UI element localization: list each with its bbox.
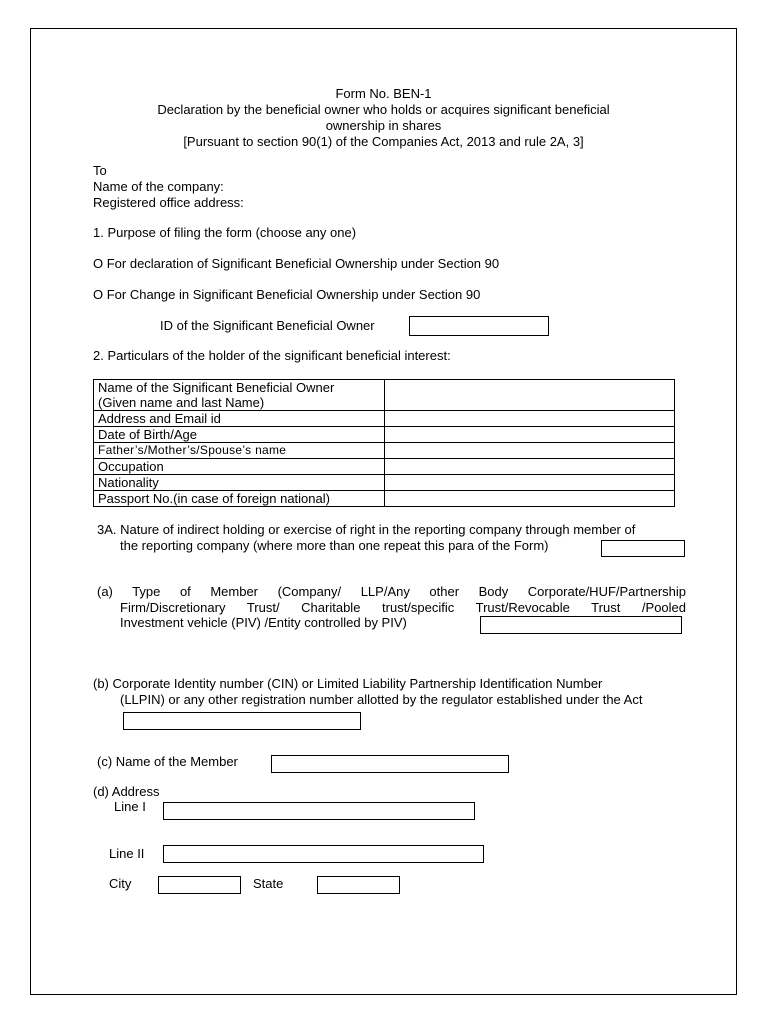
city-field[interactable] bbox=[158, 876, 241, 894]
sbo-id-field[interactable] bbox=[409, 316, 549, 336]
row-label-nationality: Nationality bbox=[94, 475, 385, 491]
row-label-dob: Date of Birth/Age bbox=[94, 427, 385, 443]
registration-number-field[interactable] bbox=[123, 712, 361, 730]
option-declaration[interactable]: O For declaration of Significant Beneficial Ownership under Section 90 bbox=[93, 256, 500, 271]
value-dob[interactable] bbox=[385, 427, 675, 443]
form-title-line-1: Declaration by the beneficial owner who holds or acquires significant beneficial bbox=[157, 102, 610, 117]
table-row bbox=[94, 427, 675, 443]
particulars-table bbox=[93, 379, 675, 507]
city-label: City bbox=[109, 876, 132, 891]
form-number: Form No. BEN-1 bbox=[335, 86, 432, 101]
value-name[interactable] bbox=[385, 380, 675, 411]
value-address-email[interactable] bbox=[385, 411, 675, 427]
part-d-label: (d) Address bbox=[93, 784, 160, 799]
part-b-line-1: (b) Corporate Identity number (CIN) or Limited Liability Partnership Identification Number bbox=[93, 676, 603, 691]
address-line-1-field[interactable] bbox=[163, 802, 475, 820]
option-change[interactable]: O For Change in Significant Beneficial Ownership under Section 90 bbox=[93, 287, 481, 302]
row-label-line: Name of the Significant Beneficial Owner bbox=[98, 380, 335, 395]
state-label: State bbox=[253, 876, 284, 891]
row-label-line: (Given name and last Name) bbox=[98, 395, 265, 410]
value-parent-spouse[interactable] bbox=[385, 443, 675, 459]
table-row bbox=[94, 380, 675, 411]
table-row bbox=[94, 475, 675, 491]
table-row bbox=[94, 443, 675, 459]
address-line-1-label: Line I bbox=[114, 799, 146, 814]
section-2-heading: 2. Particulars of the holder of the significant beneficial interest: bbox=[93, 348, 451, 363]
part-a-line-3: Investment vehicle (PIV) /Entity controlled by PIV) bbox=[120, 615, 407, 630]
section-3a-line-2: the reporting company (where more than one repeat this para of the Form) bbox=[120, 538, 549, 553]
row-label-name bbox=[94, 380, 385, 411]
state-field[interactable] bbox=[317, 876, 400, 894]
company-name-label: Name of the company: bbox=[93, 179, 224, 194]
row-label-passport: Passport No.(in case of foreign national) bbox=[94, 491, 385, 507]
table-row bbox=[94, 411, 675, 427]
row-label-parent-spouse: Father’s/Mother’s/Spouse’s name bbox=[94, 443, 385, 459]
form-title-line-2: ownership in shares bbox=[325, 118, 442, 133]
address-line-2-field[interactable] bbox=[163, 845, 484, 863]
value-passport[interactable] bbox=[385, 491, 675, 507]
member-name-field[interactable] bbox=[271, 755, 509, 773]
to-label: To bbox=[93, 163, 107, 178]
row-label-occupation: Occupation bbox=[94, 459, 385, 475]
section-3a-field[interactable] bbox=[601, 540, 685, 557]
value-nationality[interactable] bbox=[385, 475, 675, 491]
part-a-line-2: Firm/Discretionary Trust/ Charitable trust/specific Trust/Revocable Trust /Pooled bbox=[120, 600, 686, 615]
part-c-label: (c) Name of the Member bbox=[97, 754, 238, 769]
sbo-id-label: ID of the Significant Beneficial Owner bbox=[160, 318, 375, 333]
table-row bbox=[94, 491, 675, 507]
part-b-line-2: (LLPIN) or any other registration number allotted by the regulator established under the Act bbox=[120, 692, 643, 707]
member-type-field[interactable] bbox=[480, 616, 682, 634]
part-a-line-1: (a) Type of Member (Company/ LLP/Any other Body Corporate/HUF/Partnership bbox=[97, 584, 686, 599]
section-1-heading: 1. Purpose of filing the form (choose any one) bbox=[93, 225, 357, 240]
address-line-2-label: Line II bbox=[109, 846, 145, 861]
form-legal-reference: [Pursuant to section 90(1) of the Companies Act, 2013 and rule 2A, 3] bbox=[183, 134, 584, 149]
section-3a-line-1: 3A. Nature of indirect holding or exercise of right in the reporting company through member of bbox=[97, 522, 636, 537]
table-row bbox=[94, 459, 675, 475]
registered-office-label: Registered office address: bbox=[93, 195, 244, 210]
value-occupation[interactable] bbox=[385, 459, 675, 475]
row-label-address-email: Address and Email id bbox=[94, 411, 385, 427]
